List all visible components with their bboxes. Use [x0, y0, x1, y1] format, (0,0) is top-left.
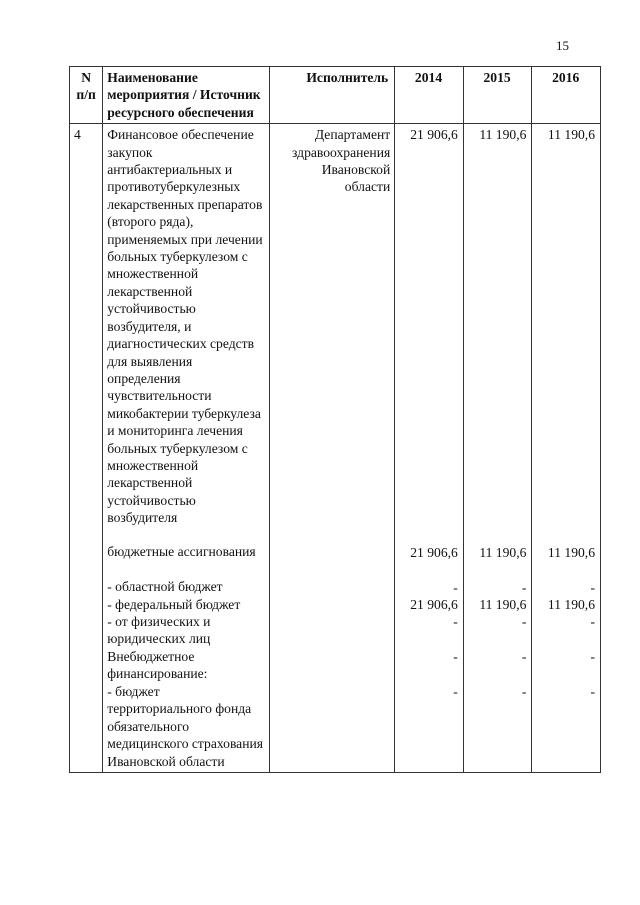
header-year-2015: 2015: [463, 67, 532, 124]
source-value: 11 190,6: [547, 597, 595, 613]
source-value: -: [453, 684, 458, 700]
row-values-2015: [463, 124, 532, 773]
row-values-2016: [532, 124, 601, 773]
source-value: -: [590, 649, 595, 665]
measure-description: Финансовое обеспечение закупок антибактериальных и противотуберкулезных лекарственных препаратов (второго ряда), применяемых при лечении больных туберкулезом с множественной лекарственной устойчивостью возбудителя, и диагностических средств для выявления определения чувствительности микобактерии туберкулеза и мониторинга лечения больных туберкулезом с множественной лекарственной устойчивостью возбудителя: [107, 127, 263, 526]
total-value: 11 190,6: [479, 127, 527, 143]
table-header-row: [70, 67, 601, 124]
source-value: -: [453, 579, 458, 595]
source-value: -: [453, 649, 458, 665]
header-num: N п/п: [70, 67, 103, 124]
header-executor: Исполнитель: [269, 67, 395, 124]
row-num: 4: [70, 124, 103, 773]
source-value: 11 190,6: [547, 544, 595, 560]
header-year-2014: 2014: [395, 67, 464, 124]
source-value: -: [521, 579, 527, 595]
source-value: -: [521, 684, 527, 700]
source-label: - областной бюджет: [107, 579, 223, 595]
source-value: 11 190,6: [479, 544, 527, 560]
row-values-2014: [395, 124, 464, 773]
header-year-2016: 2016: [532, 67, 601, 124]
total-value: 21 906,6: [410, 127, 458, 143]
page-number: 15: [556, 38, 569, 53]
source-label: - бюджет территориального фонда обязательного медицинского страхования Ивановской области: [107, 684, 264, 769]
row-name-cell: [103, 124, 269, 773]
source-value: -: [590, 684, 595, 700]
program-table: [69, 66, 601, 773]
row-executor: Департамент здравоохранения Ивановской области: [269, 124, 395, 773]
source-value: 21 906,6: [410, 544, 458, 560]
source-label: Внебюджетное финансирование:: [107, 649, 208, 682]
source-value: 21 906,6: [410, 597, 458, 613]
source-value: -: [590, 614, 595, 630]
total-value: 11 190,6: [547, 127, 595, 143]
source-value: -: [521, 614, 527, 630]
source-label: бюджетные ассигнования: [107, 544, 256, 560]
source-label: - федеральный бюджет: [107, 596, 241, 612]
table-row: [70, 124, 601, 773]
source-value: -: [590, 579, 595, 595]
source-value: -: [453, 614, 458, 630]
source-value: 11 190,6: [479, 597, 527, 613]
source-value: -: [521, 649, 527, 665]
source-label: - от физических и юридических лиц: [107, 614, 211, 647]
header-name: Наименование мероприятия / Источник ресурсного обеспечения: [103, 67, 269, 124]
